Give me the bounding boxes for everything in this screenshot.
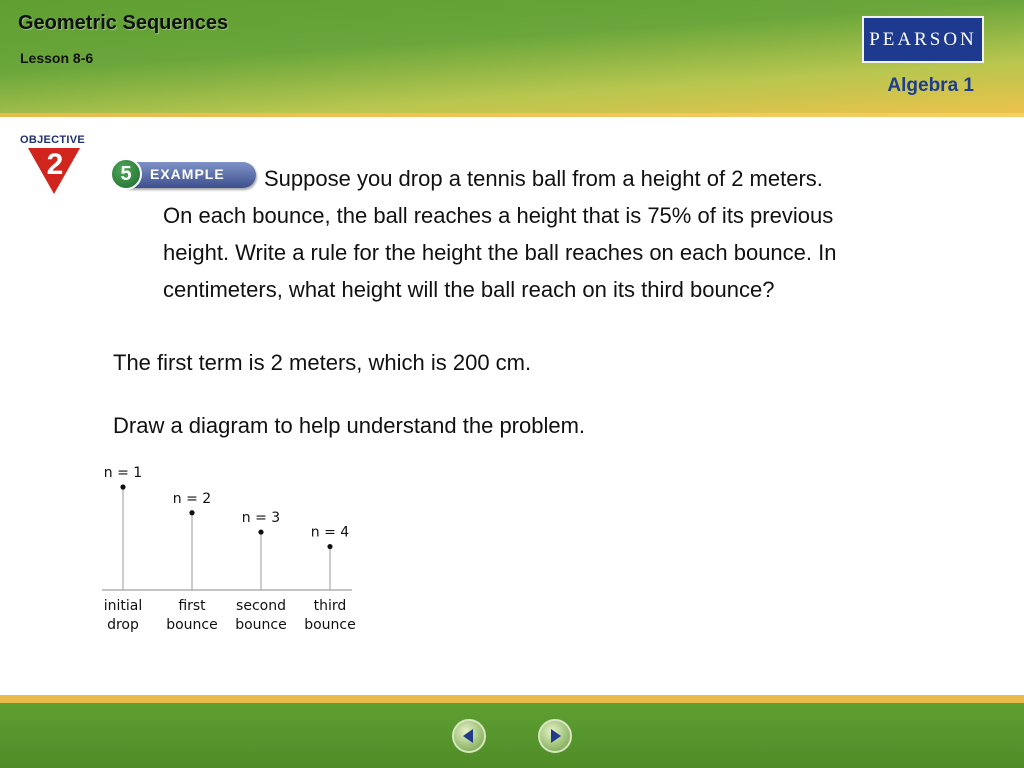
diagram-caption: third [313, 598, 347, 614]
diagram-ball-point [189, 510, 194, 515]
problem-line: height. Write a rule for the height the ball reaches on each bounce. In [163, 240, 837, 265]
page-title: Geometric Sequences [18, 12, 229, 34]
diagram-caption: bounce [304, 617, 356, 633]
diagram-ball-point [258, 529, 263, 534]
header-bar [0, 0, 1024, 117]
footer-bar [0, 703, 1024, 768]
problem-line: centimeters, what height will the ball reach on its third bounce? [163, 277, 775, 302]
course-label: Algebra 1 [887, 75, 974, 96]
diagram-caption: initial [103, 598, 143, 614]
diagram-term-label: n = 3 [241, 510, 281, 527]
diagram-ball-point [120, 484, 125, 489]
diagram-caption: second [236, 598, 286, 614]
diagram-caption: first [178, 598, 206, 614]
objective-badge [20, 134, 90, 194]
next-button[interactable] [538, 719, 572, 753]
objective-label: OBJECTIVE [20, 134, 86, 146]
problem-line: On each bounce, the ball reaches a height that is 75% of its previous [163, 203, 834, 228]
example-label: EXAMPLE [150, 166, 225, 182]
diagram-caption: bounce [235, 617, 287, 633]
diagram-term-label: n = 1 [103, 465, 143, 481]
statement-first-term: The first term is 2 meters, which is 200 cm. [113, 350, 532, 375]
pearson-logo: PEARSON [862, 16, 984, 63]
lesson-label: Lesson 8-6 [20, 50, 94, 66]
example-number: 5 [110, 158, 142, 190]
footer-stripe [0, 695, 1024, 703]
statement-draw-diagram: Draw a diagram to help understand the problem. [113, 413, 586, 438]
bounce-diagram [95, 460, 365, 640]
diagram-caption: drop [107, 617, 139, 633]
diagram-caption: bounce [166, 617, 218, 633]
diagram-term-label: n = 2 [172, 490, 212, 507]
diagram-term-label: n = 4 [310, 524, 350, 541]
arrow-left-icon [460, 727, 478, 745]
problem-line: Suppose you drop a tennis ball from a height of 2 meters. [264, 166, 823, 191]
arrow-right-icon [546, 727, 564, 745]
objective-triangle-icon [20, 146, 90, 196]
objective-number: 2 [46, 148, 64, 181]
diagram-ball-point [327, 544, 332, 549]
problem-text [163, 160, 963, 308]
previous-button[interactable] [452, 719, 486, 753]
